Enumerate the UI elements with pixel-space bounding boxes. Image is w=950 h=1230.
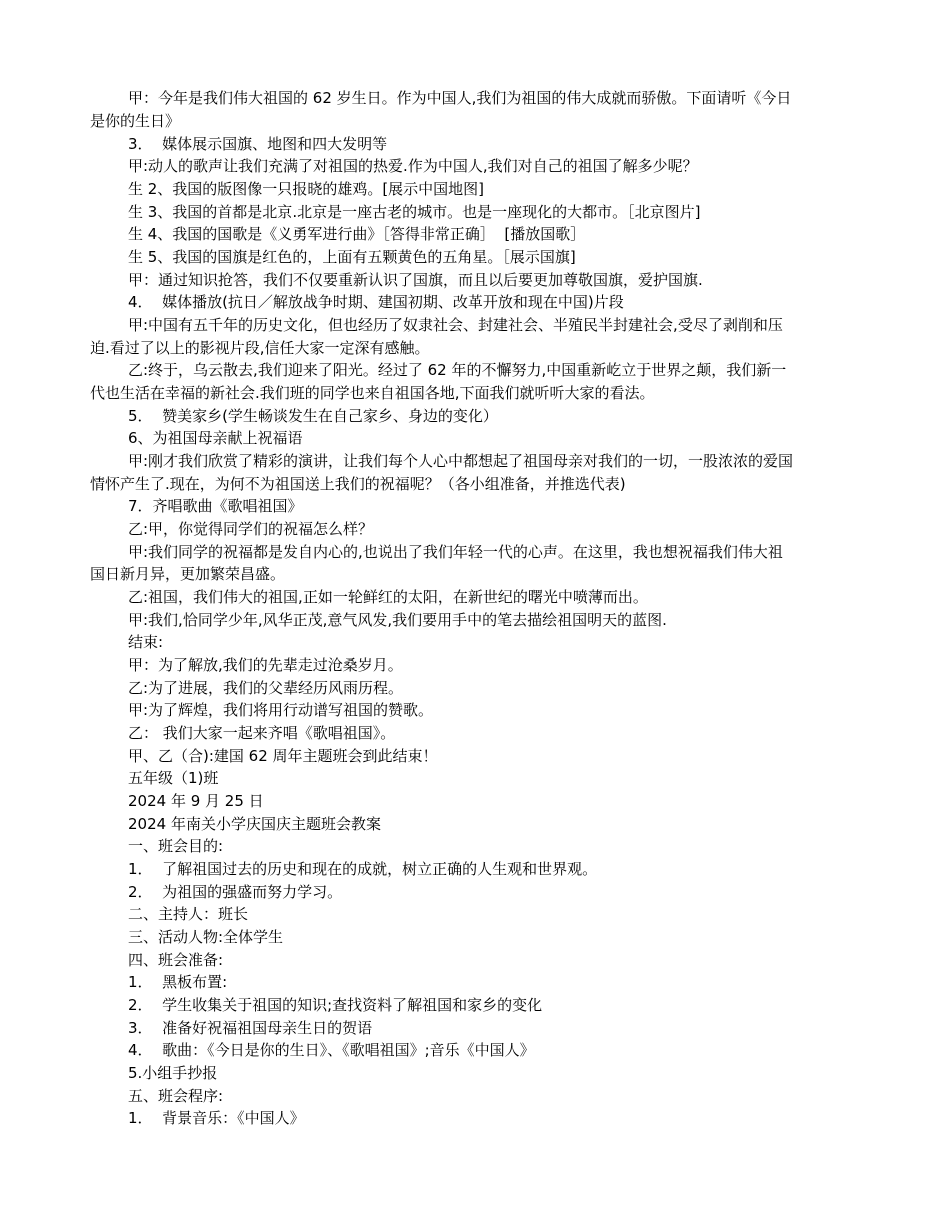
text-line: 5． 赞美家乡(学生畅谈发生在自己家乡、身边的变化） (128, 407, 498, 425)
text-line: 5.小组手抄报 (128, 1064, 218, 1082)
text-line: 生 2、我国的版图像一只报晓的雄鸡。[展示中国地图] (128, 180, 485, 198)
text-line: 乙:为了进展，我们的父辈经历风雨历程。 (128, 679, 404, 697)
text-line: 7．齐唱歌曲《歌唱祖国》 (128, 497, 303, 515)
text-line: 1． 背景音乐：《中国人》 (128, 1109, 305, 1127)
text-line: 3． 准备好祝福祖国母亲生日的贺语 (128, 1019, 373, 1037)
text-line: 迫.看过了以上的影视片段,信任大家一定深有感触。 (90, 339, 430, 357)
text-line: 四、班会准备: (128, 951, 224, 969)
text-line: 甲：通过知识抢答，我们不仅要重新认识了国旗，而且以后要更加尊敬国旗，爱护国旗. (128, 271, 703, 289)
text-line: 甲:我们同学的祝福都是发自内心的,也说出了我们年轻一代的心声。在这里，我也想祝福我们伟大祖 (128, 543, 783, 561)
text-line: 是你的生日》 (90, 112, 181, 130)
text-line: 乙:终于，乌云散去,我们迎来了阳光。经过了 62 年的不懈努力,中国重新屹立于世界之颠，我们新一 (128, 361, 787, 379)
text-line: 甲:为了辉煌，我们将用行动谱写祖国的赞歌。 (128, 701, 434, 719)
text-line: 一、班会目的: (128, 837, 224, 855)
text-line: 2024 年 9 月 25 日 (128, 792, 264, 810)
text-line: 3． 媒体展示国旗、地图和四大发明等 (128, 135, 388, 153)
text-line: 4． 歌曲：《今日是你的生日》、《歌唱祖国》;音乐《中国人》 (128, 1041, 535, 1059)
text-line: 乙:祖国，我们伟大的祖国,正如一轮鲜红的太阳，在新世纪的曙光中喷薄而出。 (128, 588, 648, 606)
text-line: 4． 媒体播放(抗日／解放战争时期、建国初期、改革开放和现在中国)片段 (128, 293, 624, 311)
text-line: 甲:我们,恰同学少年,风华正茂,意气风发,我们要用手中的笔去描绘祖国明天的蓝图. (128, 611, 667, 629)
text-line: 6、为祖国母亲献上祝福语 (128, 429, 303, 447)
text-line: 2． 为祖国的强盛而努力学习。 (128, 883, 343, 901)
text-line: 2024 年南关小学庆国庆主题班会教案 (128, 815, 381, 833)
text-line: 乙:甲，你觉得同学们的祝福怎么样？ (128, 520, 374, 538)
text-line: 五、班会程序: (128, 1087, 224, 1105)
text-line: 乙： 我们大家一起来齐唱《歌唱祖国》。 (128, 724, 396, 742)
text-line: 1． 了解祖国过去的历史和现在的成就，树立正确的人生观和世界观。 (128, 860, 598, 878)
text-line: 甲、乙（合):建国 62 周年主题班会到此结束！ (128, 747, 438, 765)
text-line: 二、主持人：班长 (128, 905, 249, 923)
text-line: 国日新月异，更加繁荣昌盛。 (90, 565, 286, 583)
text-line: 甲：今年是我们伟大祖国的 62 岁生日。作为中国人,我们为祖国的伟大成就而骄傲。下面请听《今日 (128, 89, 792, 107)
text-line: 生 5、我国的国旗是红色的，上面有五颗黄色的五角星。［展示国旗] (128, 248, 576, 266)
text-line: 甲:中国有五千年的历史文化，但也经历了奴隶社会、封建社会、半殖民半封建社会,受尽了剥削和压 (128, 316, 783, 334)
text-line: 甲:刚才我们欣赏了精彩的演讲，让我们每个人心中都想起了祖国母亲对我们的一切，一股浓浓的爱国 (128, 452, 794, 470)
text-line: 1． 黑板布置: (128, 973, 228, 991)
text-line: 生 4、我国的国歌是《义勇军进行曲》［答得非常正确］ [播放国歌］ (128, 225, 586, 243)
text-line: 甲:动人的歌声让我们充满了对祖国的热爱.作为中国人,我们对自己的祖国了解多少呢？ (128, 157, 698, 175)
text-line: 甲：为了解放,我们的先辈走过沧桑岁月。 (128, 656, 403, 674)
text-line: 三、活动人物:全体学生 (128, 928, 284, 946)
text-line: 五年级（1)班 (128, 769, 219, 787)
text-line: 2． 学生收集关于祖国的知识;查找资料了解祖国和家乡的变化 (128, 996, 543, 1014)
text-line: 结束: (128, 633, 164, 651)
text-line: 代也生活在幸福的新社会.我们班的同学也来自祖国各地,下面我们就听听大家的看法。 (90, 384, 655, 402)
text-line: 情怀产生了.现在，为何不为祖国送上我们的祝福呢？（各小组准备，并推选代表) (90, 475, 626, 493)
text-line: 生 3、我国的首都是北京.北京是一座古老的城市。也是一座现化的大都市。［北京图片] (128, 203, 701, 221)
